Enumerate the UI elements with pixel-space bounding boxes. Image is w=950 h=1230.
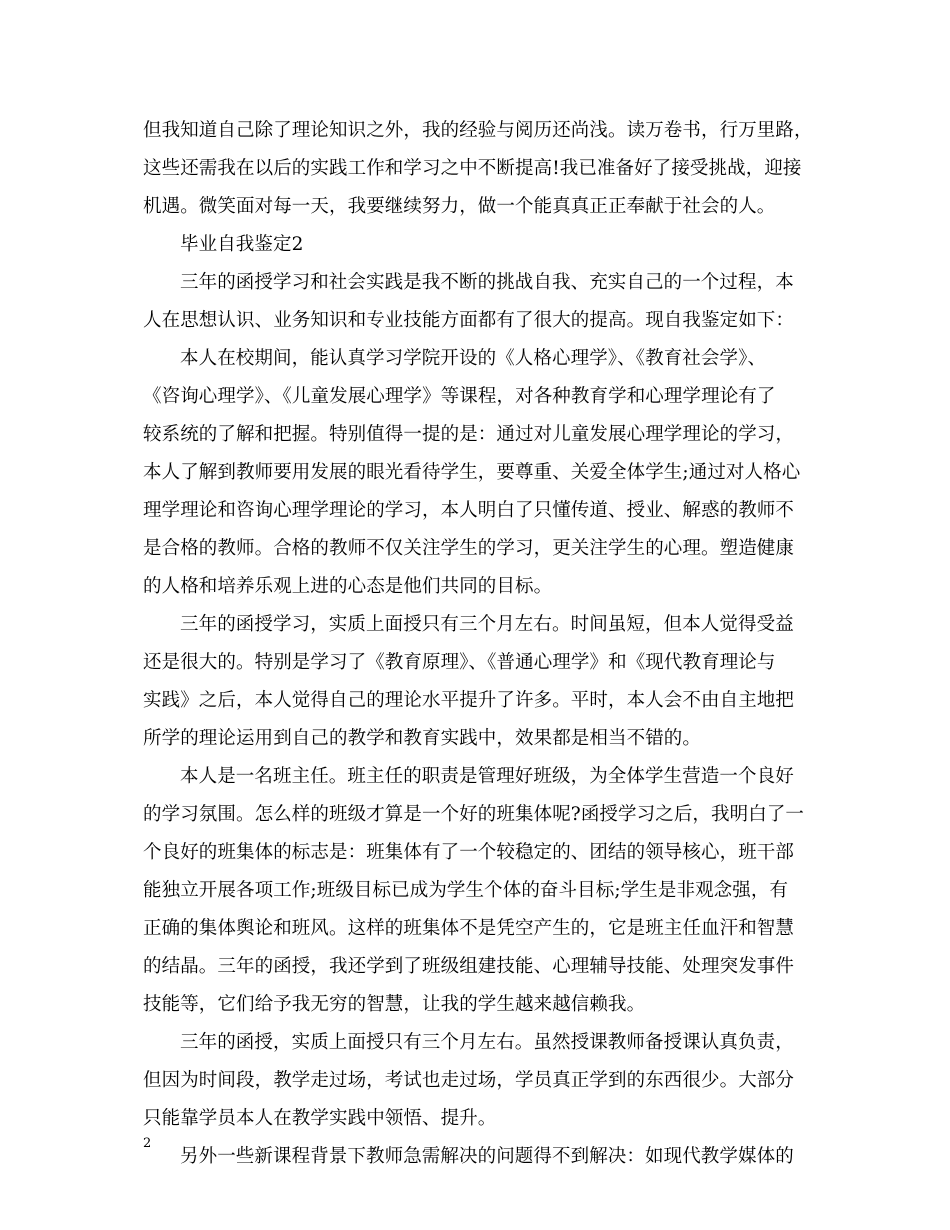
text-line: 还是很大的。特别是学习了《教育原理》、《普通心理学》和《现代教育理论与	[143, 652, 776, 673]
text-line: 但我知道自己除了理论知识之外，我的经验与阅历还尚浅。读万卷书，行万里路，	[143, 120, 813, 141]
text-line: 三年的函授学习，实质上面授只有三个月左右。时间虽短，但本人觉得受益	[180, 614, 794, 635]
text-line: 只能靠学员本人在教学实践中领悟、提升。	[143, 1108, 497, 1129]
text-line: 人在思想认识、业务知识和专业技能方面都有了很大的提高。现自我鉴定如下：	[143, 310, 795, 331]
text-line: 正确的集体舆论和班风。这样的班集体不是凭空产生的，它是班主任血汗和智慧	[143, 918, 795, 939]
text-line: 的人格和培养乐观上进的心态是他们共同的目标。	[143, 576, 553, 597]
text-line: 所学的理论运用到自己的教学和教育实践中，效果都是相当不错的。	[143, 728, 702, 749]
text-line: 技能等，它们给予我无穷的智慧，让我的学生越来越信赖我。	[143, 994, 646, 1015]
text-line: 但因为时间段，教学走过场，考试也走过场，学员真正学到的东西很少。大部分	[143, 1070, 795, 1091]
text-line: 实践》之后，本人觉得自己的理论水平提升了许多。平时，本人会不由自主地把	[143, 690, 795, 711]
text-line: 能独立开展各项工作;班级目标已成为学生个体的奋斗目标;学生是非观念强，有	[143, 880, 789, 901]
text-line: 本人在校期间，能认真学习学院开设的《人格心理学》、《教育社会学》、	[180, 348, 767, 369]
text-line: 三年的函授，实质上面授只有三个月左右。虽然授课教师备授课认真负责，	[180, 1032, 794, 1053]
text-line: 本人是一名班主任。班主任的职责是管理好班级，为全体学生营造一个良好	[180, 766, 794, 787]
text-line: 这些还需我在以后的实践工作和学习之中不断提高!我已准备好了接受挑战，迎接	[143, 158, 802, 179]
text-line: 较系统的了解和把握。特别值得一提的是：通过对儿童发展心理学理论的学习，	[143, 424, 795, 445]
text-line: 理学理论和咨询心理学理论的学习，本人明白了只懂传道、授业、解惑的教师不	[143, 500, 795, 521]
text-line: 《咨询心理学》、《儿童发展心理学》等课程，对各种教育学和心理学理论有了	[143, 386, 776, 407]
document-body	[143, 112, 813, 1176]
text-line: 个良好的班集体的标志是：班集体有了一个较稳定的、团结的领导核心，班干部	[143, 842, 795, 863]
text-line: 毕业自我鉴定2	[180, 234, 304, 255]
text-line: 另外一些新课程背景下教师急需解决的问题得不到解决：如现代教学媒体的	[180, 1146, 794, 1167]
text-line: 机遇。微笑面对每一天，我要继续努力，做一个能真真正正奉献于社会的人。	[143, 196, 776, 217]
text-line: 是合格的教师。合格的教师不仅关注学生的学习，更关注学生的心理。塑造健康	[143, 538, 795, 559]
text-line: 的学习氛围。怎么样的班级才算是一个好的班集体呢?函授学习之后，我明白了一	[143, 804, 805, 825]
page-number: 2	[143, 1136, 152, 1151]
text-line: 的结晶。三年的函授，我还学到了班级组建技能、心理辅导技能、处理突发事件	[143, 956, 795, 977]
text-line: 本人了解到教师要用发展的眼光看待学生，要尊重、关爱全体学生;通过对人格心	[143, 462, 801, 483]
text-line: 三年的函授学习和社会实践是我不断的挑战自我、充实自己的一个过程，本	[180, 272, 794, 293]
